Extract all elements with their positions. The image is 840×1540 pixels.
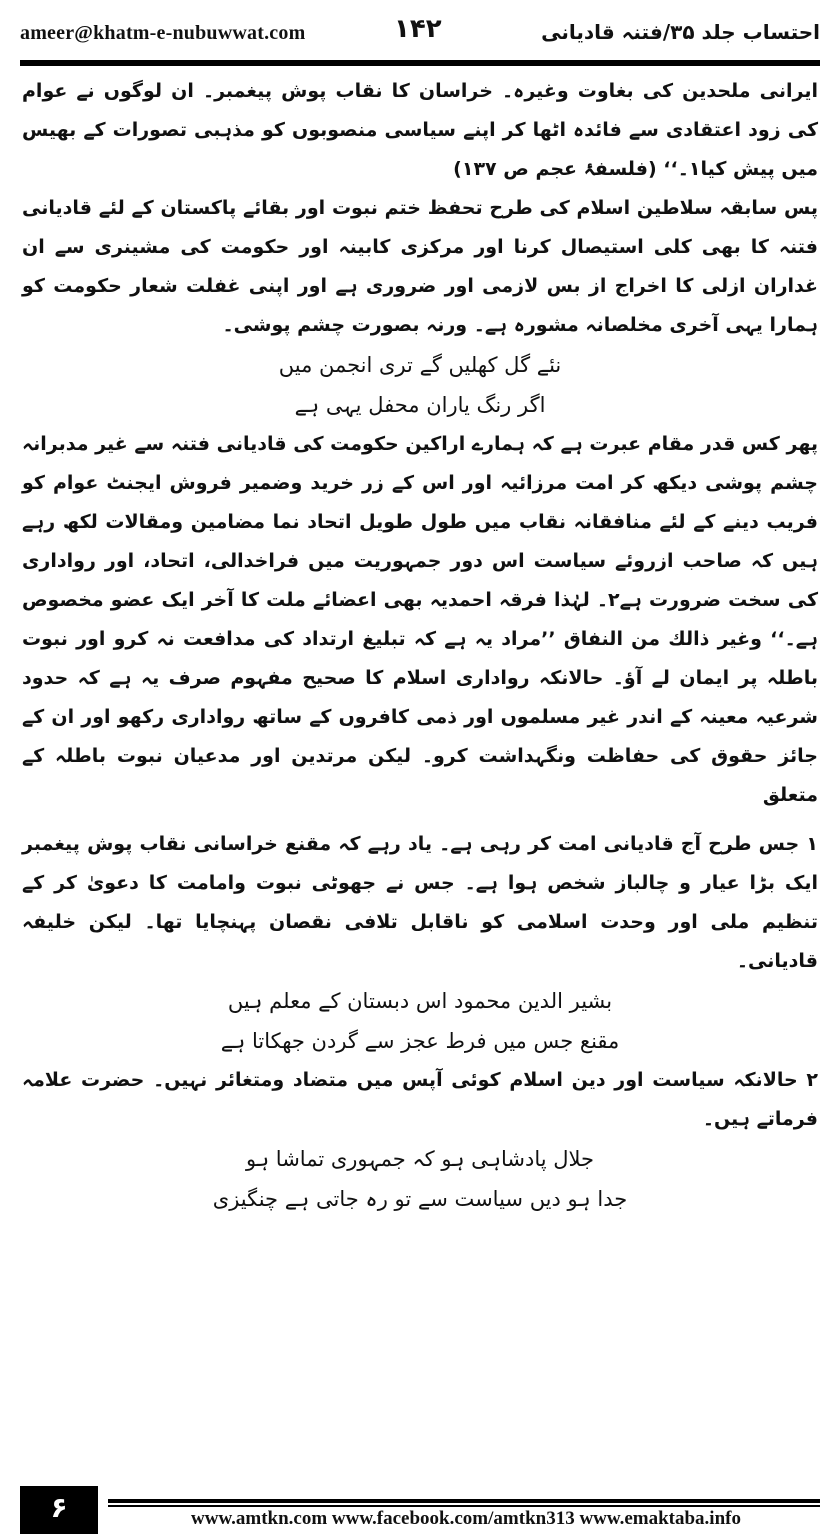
verse-1 [22,345,818,425]
verse-3-line-1: جلال پادشاہی ہو کہ جمہوری تماشا ہو [245,1147,595,1171]
header-rule [20,60,820,66]
verse-2-line-1: بشیر الدین محمود اس دبستان کے معلم ہیں [227,989,613,1013]
verse-1-line-1: نئے گل کھلیں گے تری انجمن میں [278,353,562,377]
footnote-2: ۲ حالانکہ سیاست اور دین اسلام کوئی آپس میں متضاد ومتغائر نہیں۔ حضرت علامہ فرماتے ہیں۔ [22,1069,818,1130]
footer-rule [108,1499,820,1503]
main-text [22,72,818,345]
footer-rule-thin [108,1505,820,1507]
header-email: ameer@khatm-e-nubuwwat.com [20,22,306,44]
header-page-number: ۱۴۲ [394,14,442,44]
footnotes [22,825,818,981]
footer-links: www.amtkn.com www.facebook.com/amtkn313 www.emaktaba.info [191,1508,741,1529]
header-book-title: احتساب جلد ۳۵/فتنہ قادیانی [541,20,820,44]
verse-3-line-2: جدا ہو دیں سیاست سے تو رہ جاتی ہے چنگیزی [212,1187,628,1211]
paragraph-2: پس سابقہ سلاطین اسلام کی طرح تحفظ ختم نبوت اور بقائے پاکستان کے لئے قادیانی فتنہ کا بھی کلی استیصال کرنا اور مرکزی کابینہ اور حکومت کی مشینری سے ان غداران ازلی کا اخراج از بس لازمی اور ضروری ہے اور اپنی غفلت شعار حکومت کو ہمارا یہی آخری مخلصانہ مشورہ ہے۔ ورنہ بصورت چشم پوشی۔ [22,197,818,336]
page-header [20,14,820,54]
footnote-spacer [22,815,818,825]
main-text-2 [22,425,818,815]
verse-3 [22,1139,818,1219]
verse-2-line-2: مقنع جس میں فرط عجز سے گردن جھکاتا ہے [220,1029,620,1053]
paragraph-1: ایرانی ملحدین کی بغاوت وغیرہ۔ خراسان کا نقاب پوش پیغمبر۔ ان لوگوں نے عوام کی زود اعتقادی سے فائدہ اٹھا کر اپنے سیاسی منصوبوں کو مذہبی تصورات کے بھیس میں پیش کیا۱۔‘‘ (فلسفۂ عجم ص ۱۳۷) [22,80,818,180]
footnotes-2 [22,1061,818,1139]
verse-2 [22,981,818,1061]
verse-1-line-2: اگر رنگ یاران محفل یہی ہے [294,393,546,417]
footnote-1: ۱ جس طرح آج قادیانی امت کر رہی ہے۔ یاد رہے کہ مقنع خراسانی نقاب پوش پیغمبر ایک بڑا عیار و چالباز شخص ہوا ہے۔ جس نے جھوٹی نبوت وامامت کا دعویٰ کر کے تنظیم ملی اور وحدت اسلامی کو ناقابل تلافی نقصان پہنچایا تھا۔ لیکن خلیفہ قادیانی۔ [22,833,818,972]
page-body [22,72,818,1219]
footer-page-box: ۶ [20,1486,98,1534]
paragraph-3: پھر کس قدر مقام عبرت ہے کہ ہمارے اراکین حکومت کی قادیانی فتنہ سے غیر مدبرانہ چشم پوشی دیکھ کر امت مرزائیہ اور اس کے زر خرید وضمیر فروش ایجنٹ عوام کو فریب دینے کے لئے منافقانہ نقاب میں طول طویل اتحاد نما مضامین ومقالات لکھ رہے ہیں کہ صاحب ازروئے سیاست اس دور جمہوریت میں فراخدالی، اتحاد، اور رواداری کی سخت ضرورت ہے۲۔ لہٰذا فرقہ احمدیہ بھی اعضائے ملت کا آخر ایک عضو مخصوص ہے۔‘‘ وغیر ذالك من النفاق ’’مراد یہ ہے کہ تبلیغ ارتداد کی مدافعت نہ کرو اور نبوت باطلہ پر ایمان لے آؤ۔ حالانکہ رواداری اسلام کا صحیح مفہوم صرف یہ ہے کہ حدود شرعیہ معینہ کے اندر غیر مسلموں اور ذمی کافروں کے ساتھ رواداری رکھو اور ان کے جائز حقوق کی حفاظت ونگہداشت کرو۔ لیکن مرتدین اور مدعیان نبوت باطلہ کے متعلق [22,433,818,806]
